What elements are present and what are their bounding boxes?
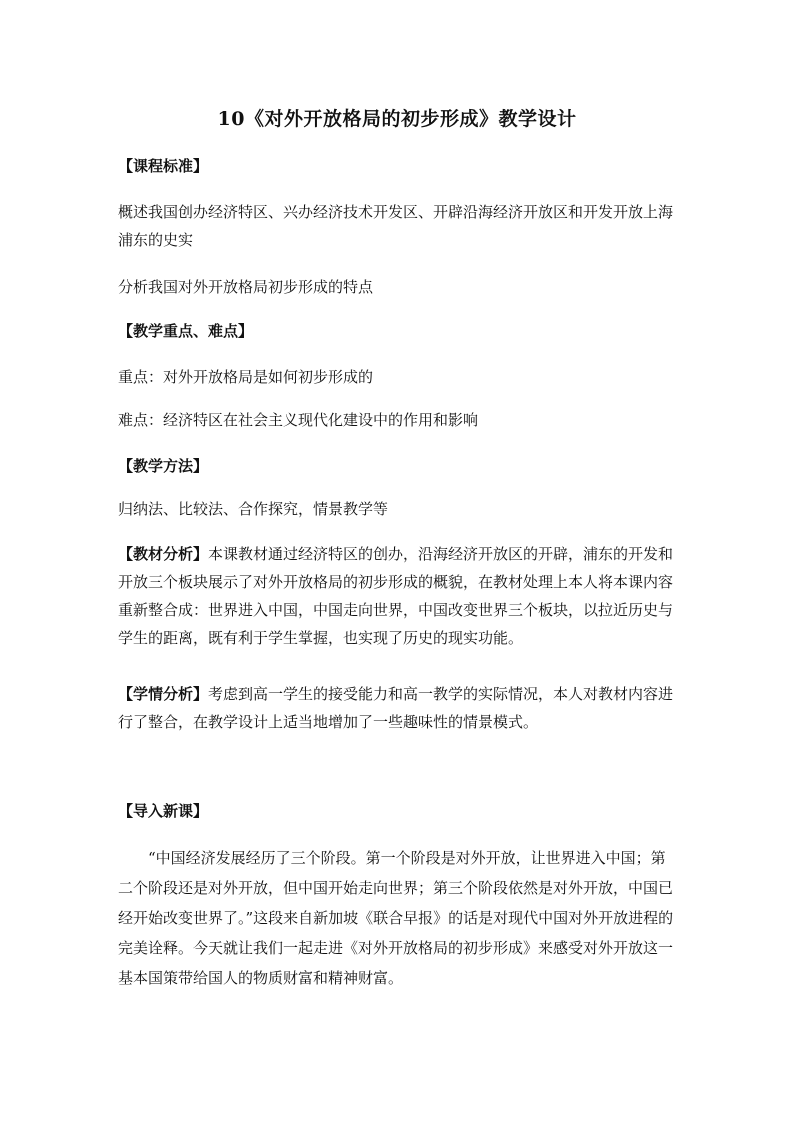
student-analysis-text: 考虑到高一学生的接受能力和高一教学的实际情况，本人对教材内容进行了整合，在教学设计上适当地增加了一些趣味性的情景模式。 [118, 685, 674, 731]
curriculum-paragraph-1: 概述我国创办经济特区、兴办经济技术开发区、开辟沿海经济开放区和开发开放上海浦东的史实 [118, 203, 674, 249]
textbook-analysis-text: 本课教材通过经济特区的创办，沿海经济开放区的开辟，浦东的开发和开放三个板块展示了对外开放格局的初步形成的概貌，在教材处理上本人将本课内容重新整合成：世界进入中国，中国走向世界，中国改变世界三个板块，以拉近历史与学生的距离，既有利于学生掌握，也实现了历史的现实功能。 [118, 545, 674, 647]
document-title: 10《对外开放格局的初步形成》教学设计 [217, 108, 577, 130]
student-analysis-paragraph [118, 680, 678, 736]
key-points-heading: 【教学重点、难点】 [118, 322, 254, 340]
student-analysis-label: 【学情分析】 [118, 685, 209, 703]
textbook-analysis-label: 【教材分析】 [118, 545, 209, 563]
key-point-text: 重点：对外开放格局是如何初步形成的 [118, 368, 374, 386]
method-text: 归纳法、比较法、合作探究，情景教学等 [118, 500, 389, 518]
textbook-analysis-paragraph [118, 540, 678, 652]
curriculum-heading: 【课程标准】 [118, 157, 209, 175]
intro-heading: 【导入新课】 [118, 802, 209, 820]
method-heading: 【教学方法】 [118, 457, 209, 475]
difficult-point-text: 难点：经济特区在社会主义现代化建设中的作用和影响 [118, 411, 479, 429]
curriculum-paragraph-2: 分析我国对外开放格局初步形成的特点 [118, 278, 374, 296]
intro-paragraph: “中国经济发展经历了三个阶段。第一个阶段是对外开放，让世界进入中国；第二个阶段还是对外开放，但中国开始走向世界；第三个阶段依然是对外开放，中国已经开始改变世界了。”这段来自新加坡《联合早报》的话是对现代中国对外开放进程的完美诠释。今天就让我们一起走进《对外开放格局的初步形成》来感受对外开放这一基本国策带给国人的物质财富和精神财富。 [118, 849, 674, 987]
